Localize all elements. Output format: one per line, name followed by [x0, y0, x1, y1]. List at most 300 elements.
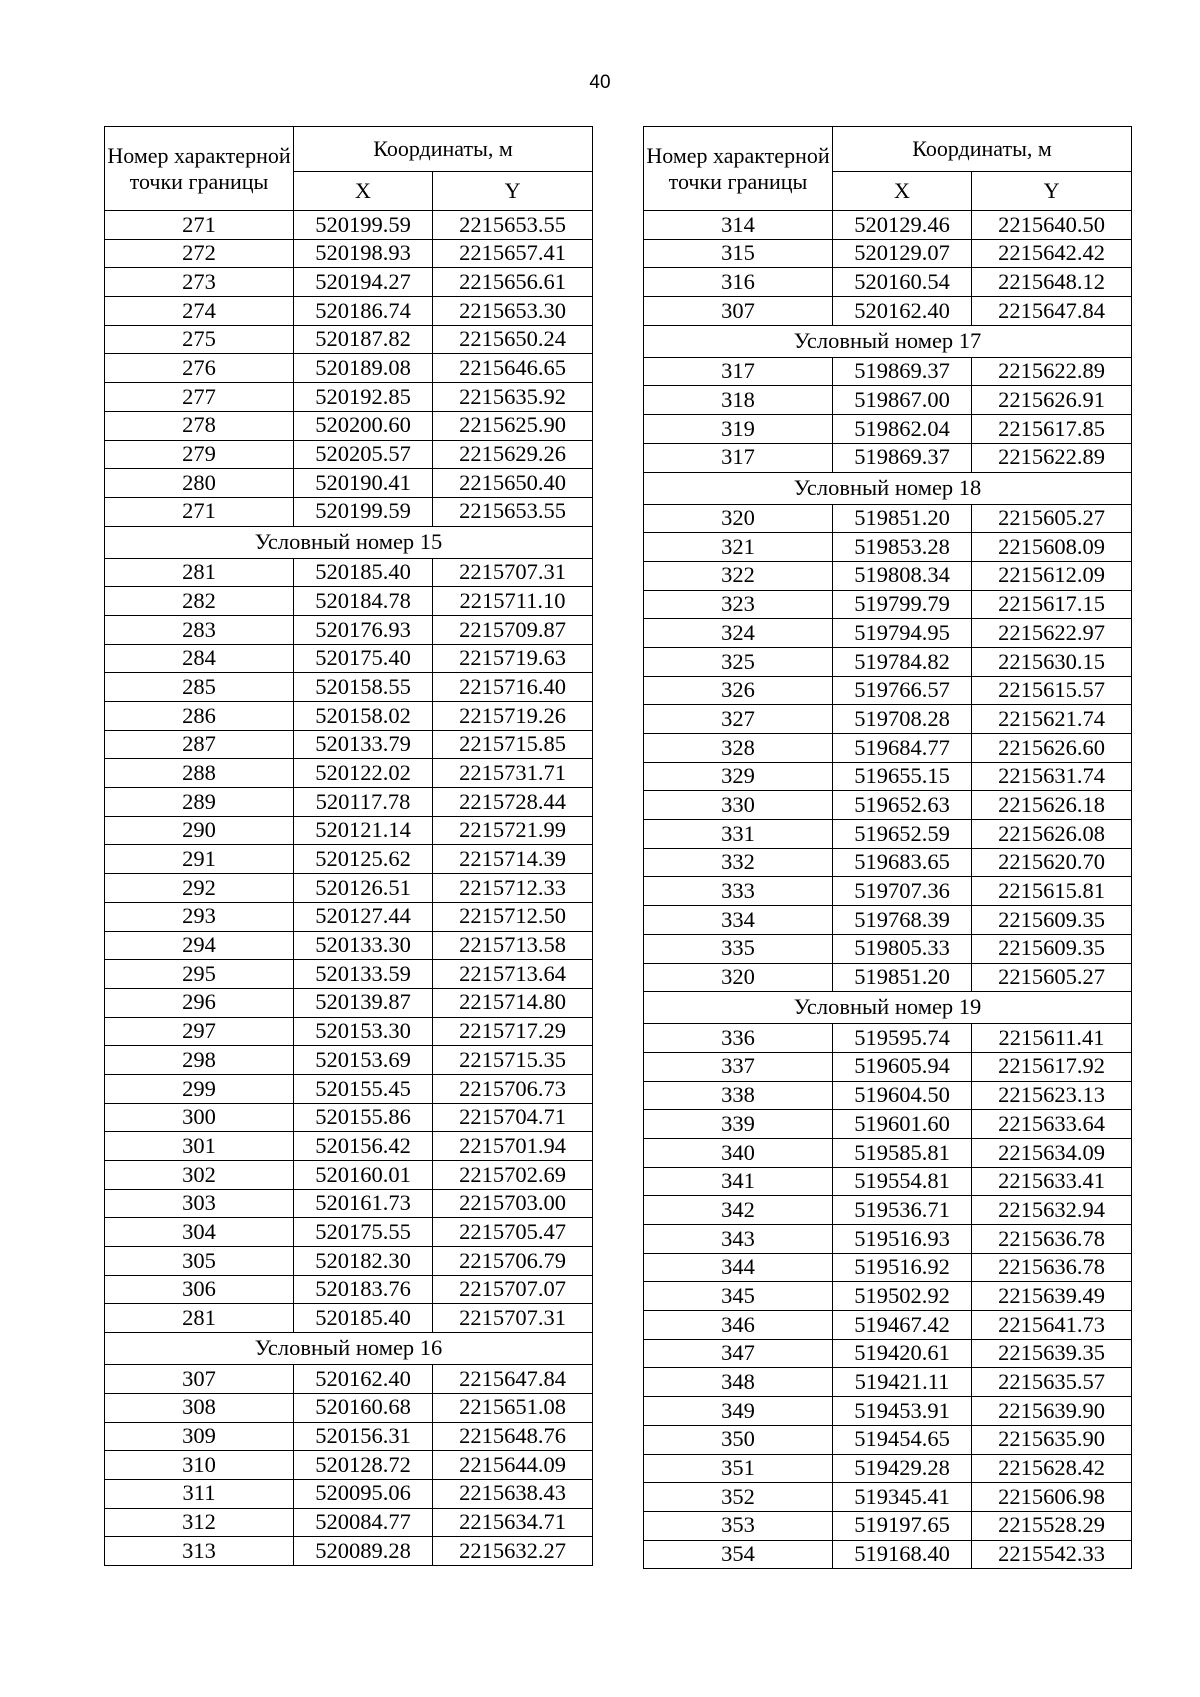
table-row — [644, 1454, 1132, 1483]
y-cell: 2215701.94 — [433, 1132, 593, 1161]
table-row — [105, 497, 593, 526]
x-cell: 519684.77 — [833, 734, 972, 763]
table-row — [644, 734, 1132, 763]
x-cell: 520126.51 — [294, 874, 433, 903]
y-cell: 2215656.61 — [433, 268, 593, 297]
point-number-cell: 271 — [105, 497, 294, 526]
table-row — [644, 1425, 1132, 1454]
x-cell: 520160.68 — [294, 1393, 433, 1422]
y-cell: 2215653.30 — [433, 297, 593, 326]
point-number-cell: 354 — [644, 1540, 833, 1569]
point-number-cell: 333 — [644, 877, 833, 906]
y-cell: 2215626.91 — [972, 386, 1132, 415]
y-cell: 2215635.92 — [433, 383, 593, 412]
y-cell: 2215634.71 — [433, 1508, 593, 1537]
y-cell: 2215623.13 — [972, 1081, 1132, 1110]
y-cell: 2215629.26 — [433, 440, 593, 469]
point-number-cell: 304 — [105, 1218, 294, 1247]
table-row — [105, 411, 593, 440]
header-x: X — [833, 172, 972, 211]
x-cell: 519652.59 — [833, 820, 972, 849]
y-cell: 2215731.71 — [433, 759, 593, 788]
point-number-cell: 276 — [105, 354, 294, 383]
y-cell: 2215640.50 — [972, 211, 1132, 240]
x-cell: 519605.94 — [833, 1052, 972, 1081]
x-cell: 520155.45 — [294, 1074, 433, 1103]
x-cell: 519655.15 — [833, 762, 972, 791]
table-row — [644, 1225, 1132, 1254]
point-number-cell: 320 — [644, 963, 833, 992]
table-row — [644, 791, 1132, 820]
x-cell: 520184.78 — [294, 587, 433, 616]
x-cell: 520162.40 — [833, 297, 972, 326]
point-number-cell: 346 — [644, 1311, 833, 1340]
y-cell: 2215620.70 — [972, 848, 1132, 877]
point-number-cell: 321 — [644, 533, 833, 562]
table-row — [644, 1483, 1132, 1512]
point-number-cell: 296 — [105, 988, 294, 1017]
x-cell: 520199.59 — [294, 497, 433, 526]
point-number-cell: 332 — [644, 848, 833, 877]
table-body-right — [644, 211, 1132, 1569]
point-number-cell: 342 — [644, 1196, 833, 1225]
section-row — [644, 472, 1132, 504]
table-row — [644, 590, 1132, 619]
y-cell: 2215703.00 — [433, 1189, 593, 1218]
y-cell: 2215625.90 — [433, 411, 593, 440]
table-row — [644, 820, 1132, 849]
table-row — [105, 615, 593, 644]
y-cell: 2215542.33 — [972, 1540, 1132, 1569]
table-row — [644, 762, 1132, 791]
y-cell: 2215647.84 — [433, 1365, 593, 1394]
x-cell: 520192.85 — [294, 383, 433, 412]
point-number-cell: 305 — [105, 1247, 294, 1276]
x-cell: 520160.01 — [294, 1161, 433, 1190]
point-number-cell: 287 — [105, 730, 294, 759]
x-cell: 520084.77 — [294, 1508, 433, 1537]
section-row — [105, 526, 593, 558]
table-row — [105, 1132, 593, 1161]
table-row — [105, 931, 593, 960]
y-cell: 2215638.43 — [433, 1479, 593, 1508]
point-number-cell: 334 — [644, 906, 833, 935]
y-cell: 2215617.85 — [972, 415, 1132, 444]
y-cell: 2215714.39 — [433, 845, 593, 874]
table-row — [105, 440, 593, 469]
x-cell: 520190.41 — [294, 469, 433, 498]
y-cell: 2215622.97 — [972, 619, 1132, 648]
x-cell: 520185.40 — [294, 558, 433, 587]
y-cell: 2215611.41 — [972, 1024, 1132, 1053]
y-cell: 2215615.81 — [972, 877, 1132, 906]
section-row — [644, 992, 1132, 1024]
point-number-cell: 299 — [105, 1074, 294, 1103]
y-cell: 2215636.78 — [972, 1225, 1132, 1254]
y-cell: 2215642.42 — [972, 239, 1132, 268]
point-number-cell: 286 — [105, 702, 294, 731]
y-cell: 2215704.71 — [433, 1103, 593, 1132]
table-row — [105, 1537, 593, 1566]
y-cell: 2215644.09 — [433, 1451, 593, 1480]
point-number-cell: 328 — [644, 734, 833, 763]
coordinates-table-right — [643, 126, 1132, 1569]
header-point-number: Номер характерной точки границы — [105, 127, 294, 211]
x-cell: 519707.36 — [833, 877, 972, 906]
y-cell: 2215712.33 — [433, 874, 593, 903]
y-cell: 2215651.08 — [433, 1393, 593, 1422]
y-cell: 2215719.63 — [433, 644, 593, 673]
y-cell: 2215719.26 — [433, 702, 593, 731]
table-row — [105, 874, 593, 903]
table-row — [105, 1017, 593, 1046]
x-cell: 519516.93 — [833, 1225, 972, 1254]
x-cell: 520200.60 — [294, 411, 433, 440]
y-cell: 2215634.09 — [972, 1138, 1132, 1167]
x-cell: 519585.81 — [833, 1138, 972, 1167]
x-cell: 519168.40 — [833, 1540, 972, 1569]
point-number-cell: 320 — [644, 504, 833, 533]
table-row — [105, 325, 593, 354]
y-cell: 2215626.60 — [972, 734, 1132, 763]
point-number-cell: 343 — [644, 1225, 833, 1254]
x-cell: 519869.37 — [833, 443, 972, 472]
table-row — [644, 906, 1132, 935]
x-cell: 520133.79 — [294, 730, 433, 759]
y-cell: 2215648.12 — [972, 268, 1132, 297]
point-number-cell: 274 — [105, 297, 294, 326]
table-row — [105, 268, 593, 297]
y-cell: 2215716.40 — [433, 673, 593, 702]
header-coordinates: Координаты, м — [294, 127, 593, 172]
y-cell: 2215653.55 — [433, 211, 593, 240]
x-cell: 520205.57 — [294, 440, 433, 469]
table-row — [644, 1110, 1132, 1139]
x-cell: 520175.55 — [294, 1218, 433, 1247]
table-row — [644, 877, 1132, 906]
point-number-cell: 307 — [644, 297, 833, 326]
x-cell: 519429.28 — [833, 1454, 972, 1483]
x-cell: 519595.74 — [833, 1024, 972, 1053]
table-row — [105, 1247, 593, 1276]
point-number-cell: 278 — [105, 411, 294, 440]
table-row — [644, 676, 1132, 705]
point-number-cell: 310 — [105, 1451, 294, 1480]
x-cell: 519554.81 — [833, 1167, 972, 1196]
y-cell: 2215615.57 — [972, 676, 1132, 705]
y-cell: 2215639.49 — [972, 1282, 1132, 1311]
point-number-cell: 288 — [105, 759, 294, 788]
table-row — [105, 211, 593, 240]
header-coordinates: Координаты, м — [833, 127, 1132, 172]
point-number-cell: 317 — [644, 443, 833, 472]
x-cell: 519536.71 — [833, 1196, 972, 1225]
header-y: Y — [972, 172, 1132, 211]
section-title: Условный номер 18 — [644, 472, 1132, 504]
x-cell: 519345.41 — [833, 1483, 972, 1512]
x-cell: 519421.11 — [833, 1368, 972, 1397]
y-cell: 2215635.90 — [972, 1425, 1132, 1454]
y-cell: 2215632.27 — [433, 1537, 593, 1566]
table-row — [644, 1138, 1132, 1167]
table-row — [105, 845, 593, 874]
point-number-cell: 314 — [644, 211, 833, 240]
table-row — [105, 902, 593, 931]
header-y: Y — [433, 172, 593, 211]
y-cell: 2215648.76 — [433, 1422, 593, 1451]
x-cell: 520129.07 — [833, 239, 972, 268]
y-cell: 2215728.44 — [433, 788, 593, 817]
x-cell: 520122.02 — [294, 759, 433, 788]
point-number-cell: 339 — [644, 1110, 833, 1139]
table-row — [644, 443, 1132, 472]
table-row — [105, 297, 593, 326]
table-row — [644, 1540, 1132, 1569]
point-number-cell: 326 — [644, 676, 833, 705]
x-cell: 520133.30 — [294, 931, 433, 960]
x-cell: 520185.40 — [294, 1304, 433, 1333]
y-cell: 2215635.57 — [972, 1368, 1132, 1397]
x-cell: 520129.46 — [833, 211, 972, 240]
point-number-cell: 284 — [105, 644, 294, 673]
x-cell: 520153.30 — [294, 1017, 433, 1046]
section-title: Условный номер 16 — [105, 1333, 593, 1365]
table-row — [105, 383, 593, 412]
point-number-cell: 311 — [105, 1479, 294, 1508]
x-cell: 520182.30 — [294, 1247, 433, 1276]
table-row — [105, 1422, 593, 1451]
point-number-cell: 340 — [644, 1138, 833, 1167]
point-number-cell: 351 — [644, 1454, 833, 1483]
x-cell: 520117.78 — [294, 788, 433, 817]
y-cell: 2215715.85 — [433, 730, 593, 759]
x-cell: 520199.59 — [294, 211, 433, 240]
y-cell: 2215639.90 — [972, 1397, 1132, 1426]
table-row — [105, 1046, 593, 1075]
point-number-cell: 300 — [105, 1103, 294, 1132]
point-number-cell: 273 — [105, 268, 294, 297]
y-cell: 2215617.92 — [972, 1052, 1132, 1081]
header-x: X — [294, 172, 433, 211]
point-number-cell: 350 — [644, 1425, 833, 1454]
point-number-cell: 337 — [644, 1052, 833, 1081]
point-number-cell: 283 — [105, 615, 294, 644]
table-row — [105, 730, 593, 759]
y-cell: 2215631.74 — [972, 762, 1132, 791]
table-row — [644, 1024, 1132, 1053]
point-number-cell: 297 — [105, 1017, 294, 1046]
point-number-cell: 335 — [644, 934, 833, 963]
y-cell: 2215639.35 — [972, 1339, 1132, 1368]
table-row — [105, 354, 593, 383]
point-number-cell: 285 — [105, 673, 294, 702]
point-number-cell: 317 — [644, 357, 833, 386]
x-cell: 520187.82 — [294, 325, 433, 354]
header-point-number: Номер характерной точки границы — [644, 127, 833, 211]
section-row — [105, 1333, 593, 1365]
y-cell: 2215711.10 — [433, 587, 593, 616]
y-cell: 2215622.89 — [972, 357, 1132, 386]
point-number-cell: 349 — [644, 1397, 833, 1426]
x-cell: 520156.42 — [294, 1132, 433, 1161]
x-cell: 520160.54 — [833, 268, 972, 297]
y-cell: 2215712.50 — [433, 902, 593, 931]
point-number-cell: 271 — [105, 211, 294, 240]
table-row — [105, 816, 593, 845]
x-cell: 519768.39 — [833, 906, 972, 935]
table-row — [644, 1511, 1132, 1540]
table-row — [644, 705, 1132, 734]
x-cell: 519604.50 — [833, 1081, 972, 1110]
table-row — [644, 533, 1132, 562]
x-cell: 520162.40 — [294, 1365, 433, 1394]
x-cell: 519851.20 — [833, 963, 972, 992]
point-number-cell: 322 — [644, 561, 833, 590]
table-row — [644, 239, 1132, 268]
table-row — [644, 561, 1132, 590]
y-cell: 2215657.41 — [433, 239, 593, 268]
table-row — [105, 673, 593, 702]
x-cell: 520095.06 — [294, 1479, 433, 1508]
table-row — [105, 988, 593, 1017]
x-cell: 520158.02 — [294, 702, 433, 731]
table-row — [105, 759, 593, 788]
table-row — [644, 619, 1132, 648]
table-row — [644, 1052, 1132, 1081]
y-cell: 2215709.87 — [433, 615, 593, 644]
x-cell: 519420.61 — [833, 1339, 972, 1368]
point-number-cell: 316 — [644, 268, 833, 297]
point-number-cell: 279 — [105, 440, 294, 469]
table-row — [105, 1508, 593, 1537]
y-cell: 2215713.58 — [433, 931, 593, 960]
x-cell: 519454.65 — [833, 1425, 972, 1454]
x-cell: 519502.92 — [833, 1282, 972, 1311]
y-cell: 2215617.15 — [972, 590, 1132, 619]
y-cell: 2215626.08 — [972, 820, 1132, 849]
x-cell: 519867.00 — [833, 386, 972, 415]
point-number-cell: 324 — [644, 619, 833, 648]
point-number-cell: 306 — [105, 1275, 294, 1304]
x-cell: 520161.73 — [294, 1189, 433, 1218]
table-row — [644, 963, 1132, 992]
table-row — [644, 1167, 1132, 1196]
x-cell: 519784.82 — [833, 647, 972, 676]
y-cell: 2215717.29 — [433, 1017, 593, 1046]
y-cell: 2215636.78 — [972, 1253, 1132, 1282]
point-number-cell: 347 — [644, 1339, 833, 1368]
x-cell: 520121.14 — [294, 816, 433, 845]
y-cell: 2215605.27 — [972, 963, 1132, 992]
y-cell: 2215707.31 — [433, 558, 593, 587]
point-number-cell: 319 — [644, 415, 833, 444]
y-cell: 2215612.09 — [972, 561, 1132, 590]
x-cell: 519467.42 — [833, 1311, 972, 1340]
y-cell: 2215621.74 — [972, 705, 1132, 734]
table-row — [644, 934, 1132, 963]
table-body-left — [105, 211, 593, 1566]
point-number-cell: 293 — [105, 902, 294, 931]
x-cell: 520153.69 — [294, 1046, 433, 1075]
table-row — [644, 268, 1132, 297]
table-row — [644, 504, 1132, 533]
x-cell: 519683.65 — [833, 848, 972, 877]
x-cell: 520175.40 — [294, 644, 433, 673]
x-cell: 520194.27 — [294, 268, 433, 297]
table-row — [105, 1189, 593, 1218]
x-cell: 519851.20 — [833, 504, 972, 533]
x-cell: 520139.87 — [294, 988, 433, 1017]
y-cell: 2215706.73 — [433, 1074, 593, 1103]
point-number-cell: 307 — [105, 1365, 294, 1394]
point-number-cell: 289 — [105, 788, 294, 817]
y-cell: 2215628.42 — [972, 1454, 1132, 1483]
point-number-cell: 282 — [105, 587, 294, 616]
x-cell: 519794.95 — [833, 619, 972, 648]
x-cell: 519853.28 — [833, 533, 972, 562]
section-title: Условный номер 19 — [644, 992, 1132, 1024]
section-title: Условный номер 17 — [644, 325, 1132, 357]
table-row — [105, 702, 593, 731]
point-number-cell: 323 — [644, 590, 833, 619]
point-number-cell: 309 — [105, 1422, 294, 1451]
x-cell: 519869.37 — [833, 357, 972, 386]
point-number-cell: 292 — [105, 874, 294, 903]
point-number-cell: 344 — [644, 1253, 833, 1282]
y-cell: 2215707.07 — [433, 1275, 593, 1304]
table-row — [644, 386, 1132, 415]
table-row — [105, 1103, 593, 1132]
x-cell: 519805.33 — [833, 934, 972, 963]
y-cell: 2215650.24 — [433, 325, 593, 354]
x-cell: 520156.31 — [294, 1422, 433, 1451]
point-number-cell: 290 — [105, 816, 294, 845]
y-cell: 2215626.18 — [972, 791, 1132, 820]
table-row — [105, 788, 593, 817]
y-cell: 2215653.55 — [433, 497, 593, 526]
y-cell: 2215633.64 — [972, 1110, 1132, 1139]
point-number-cell: 303 — [105, 1189, 294, 1218]
coordinates-table-left — [104, 126, 593, 1566]
table-row — [105, 644, 593, 673]
point-number-cell: 336 — [644, 1024, 833, 1053]
table-row — [105, 1304, 593, 1333]
table-row — [644, 647, 1132, 676]
x-cell: 519197.65 — [833, 1511, 972, 1540]
point-number-cell: 353 — [644, 1511, 833, 1540]
table-row — [644, 1397, 1132, 1426]
table-row — [644, 1282, 1132, 1311]
point-number-cell: 338 — [644, 1081, 833, 1110]
point-number-cell: 313 — [105, 1537, 294, 1566]
point-number-cell: 352 — [644, 1483, 833, 1512]
point-number-cell: 329 — [644, 762, 833, 791]
y-cell: 2215714.80 — [433, 988, 593, 1017]
table-row — [105, 587, 593, 616]
point-number-cell: 308 — [105, 1393, 294, 1422]
table-row — [105, 1218, 593, 1247]
table-row — [644, 211, 1132, 240]
point-number-cell: 331 — [644, 820, 833, 849]
y-cell: 2215630.15 — [972, 647, 1132, 676]
y-cell: 2215528.29 — [972, 1511, 1132, 1540]
x-cell: 520125.62 — [294, 845, 433, 874]
y-cell: 2215608.09 — [972, 533, 1132, 562]
y-cell: 2215641.73 — [972, 1311, 1132, 1340]
y-cell: 2215646.65 — [433, 354, 593, 383]
y-cell: 2215609.35 — [972, 934, 1132, 963]
y-cell: 2215606.98 — [972, 1483, 1132, 1512]
